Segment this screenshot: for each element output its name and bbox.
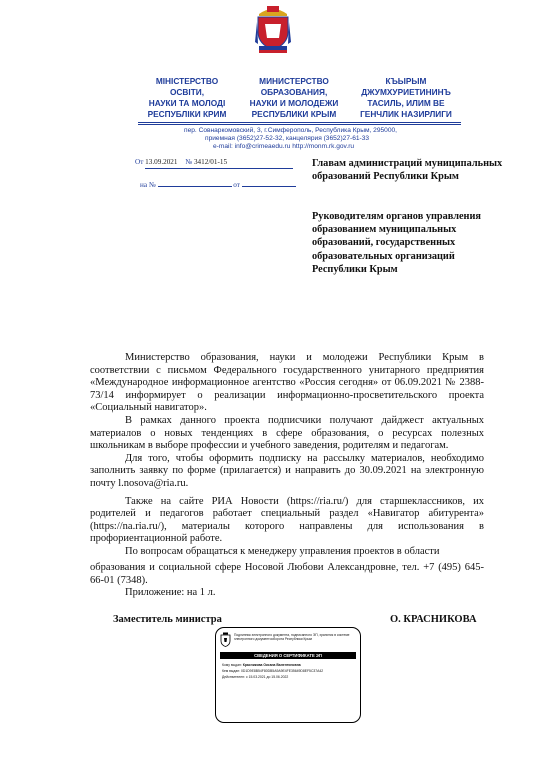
phone-line: приемная (3652)27-52-32, канцелярия (3652)27-61-33 (205, 135, 370, 142)
stamp-valid-label: Действителен: (222, 675, 245, 679)
paragraph: Министерство образования, науки и молодежи Республики Крым в соответствии с письмом Федерального государственного унитарного предприятия «Международное информационное агентство «Россия сегодня» от 06.09.2021 № 2388-73/14 информирует о реализации информационно-просветительского проекта «Социальный навигатор». (90, 352, 484, 414)
reply-number-field (158, 178, 232, 187)
e-signature-stamp (215, 627, 361, 723)
reply-date-field (242, 178, 296, 187)
header-divider-bottom (138, 124, 461, 125)
ministry-name-ua (141, 76, 233, 120)
ministry-crh-line: ДЖУМХУРИЕТИНИНЪ (361, 87, 451, 97)
paragraph: Также на сайте РИА Новости (https://ria.ru/) для старшеклассников, их родителей и педагогов работает специальный раздел «Навигатор абитурента» (https://na.ria.ru/), материалы которого направлены для использования в профориентационной работе. (90, 495, 484, 545)
number-label: № (185, 158, 193, 166)
registration-date: 13.09.2021 (145, 158, 178, 166)
addressee-heads: Главам администраций муниципальных образований Республики Крым (312, 158, 503, 183)
stamp-issued: 0D1D9E8B54F80DB5A9A9E4FE35649D8EF5C37A42 (241, 669, 324, 673)
ministry-ua-line: ОСВІТИ, (169, 87, 205, 97)
paragraph: По вопросам обращаться к менеджеру управления проектов в области (125, 545, 440, 557)
stamp-owner: Красникова Оксана Валентиновна (242, 663, 301, 667)
signatory-name: О. КРАСНИКОВА (390, 614, 477, 625)
reply-from-label: от (233, 181, 240, 189)
letter-body (90, 352, 484, 559)
stamp-valid: с 15.03.2021 до 15.06.2022 (245, 675, 289, 679)
contact-line: e-mail: info@crimeaedu.ru http://monm.rk.gov.ru (213, 143, 355, 150)
ministry-crh-line: КЪЫРЫМ (385, 76, 427, 86)
ministry-crh-line: ТАСИЛЬ, ИЛИМ ВЕ (367, 98, 445, 108)
registration-number: 3412/01-15 (193, 158, 228, 166)
paragraph: Для того, чтобы оформить подписку на рассылку материалов, необходимо заполнить заявку по форме (прилагается) и направить до 30.09.2021 на электронную почту l.nosova@ria.ru. (90, 452, 484, 489)
stamp-valid-row (222, 675, 288, 679)
stamp-owner-label: Кому выдан: (222, 663, 242, 667)
reply-row (140, 178, 296, 189)
stamp-note: Подлинник электронного документа, подписанного ЭП, хранится в системе электронного документооборота Республики Крым (234, 633, 350, 642)
reply-number-label: на № (140, 181, 156, 189)
stamp-issued-row (222, 669, 323, 673)
crimea-emblem-icon (255, 2, 291, 54)
stamp-issued-label: Кем выдан: (222, 669, 241, 673)
ministry-ua-line: РЕСПУБЛІКИ КРИМ (147, 109, 227, 119)
paragraph: образования и социальной сфере Носовой Любови Александровне, тел. +7 (495) 645-66-01 (7348). (90, 562, 484, 586)
ministry-ua-line: НАУКИ ТА МОЛОДІ (148, 98, 226, 108)
stamp-emblem-icon (220, 632, 231, 647)
letter-body-continued (90, 562, 484, 600)
from-label: От (135, 158, 144, 166)
ministry-ua-line: МІНІСТЕРСТВО (155, 76, 219, 86)
stamp-owner-row (222, 663, 301, 667)
ministry-name-crh (350, 76, 462, 120)
paragraph: В рамках данного проекта подписчики получают дайджест актуальных материалов о новых тенденциях в сфере образования, о ресурсах полезных школьникам в выборе профессии и учебного заведения, родителям и педагогам. (90, 414, 484, 452)
signatory-position: Заместитель министра (113, 614, 222, 625)
header-divider-top (138, 122, 461, 123)
ministry-ru-line: МИНИСТЕРСТВО (259, 76, 329, 86)
ministry-ru-line: РЕСПУБЛИКИ КРЫМ (251, 109, 337, 119)
stamp-title: СВЕДЕНИЯ О СЕРТИФИКАТЕ ЭП (220, 652, 356, 659)
ministry-ru-line: НАУКИ И МОЛОДЕЖИ (249, 98, 339, 108)
ministry-name-ru (244, 76, 344, 120)
date-number-underline (145, 160, 293, 169)
attachment-note: Приложение: на 1 л. (125, 587, 216, 599)
ministry-crh-line: ГЕНЧЛИК НАЗИРЛИГИ (360, 109, 452, 119)
ministry-ru-line: ОБРАЗОВАНИЯ, (260, 87, 328, 97)
addressee-education: Руководителям органов управления образованием муниципальных образований, государственных образовательных организаций Республики Крым (312, 211, 481, 275)
address-line: пер. Совнаркомовский, 3, г.Симферополь, Республика Крым, 295000, (184, 127, 397, 134)
